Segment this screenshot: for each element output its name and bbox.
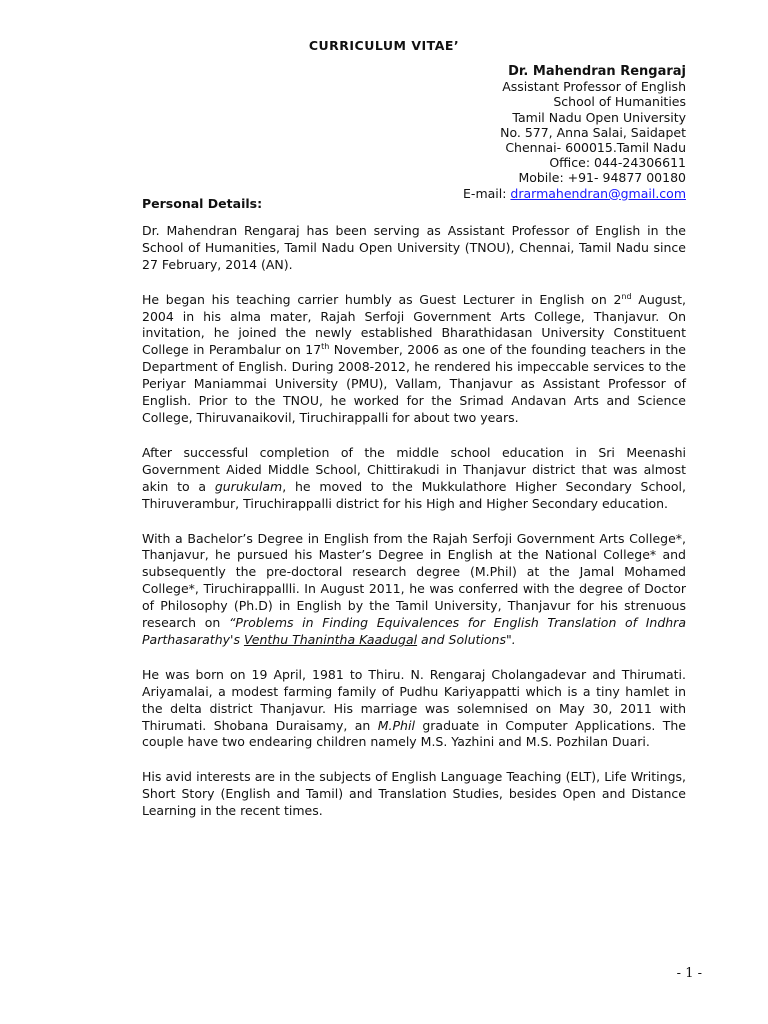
personal-text-b: graduate in Computer Applications. The couple have two endearing children namely M.S. Yazhini and M.S. Pozhilan Duari.	[142, 717, 686, 750]
personal-italic: M.Phil	[377, 717, 415, 733]
author-school: School of Humanities	[553, 94, 686, 110]
mobile-phone: Mobile: +91- 94877 00180	[518, 170, 686, 186]
cv-body	[142, 196, 686, 838]
schooling-text-a: After successful completion of the middle school education in Sri Meenashi Government Aided Middle School, Chittirakudi in Thanjavur district that was almost akin to a	[142, 444, 686, 494]
email-link[interactable]: drarmahendran@gmail.com	[510, 185, 686, 201]
paragraph-current-position: Dr. Mahendran Rengaraj has been serving as Assistant Professor of English in the School of Humanities, Tamil Nadu Open University (TNOU), Chennai, Tamil Nadu since 27 February, 2014 (AN).	[142, 222, 686, 272]
thesis-text-a: “Problems in Finding Equivalences for English Translation of Indhra Parthasarathy's	[142, 615, 686, 647]
thesis-text-b: and Solutions".	[417, 631, 516, 647]
thesis-book-title: Venthu Thanintha Kaadugal	[243, 631, 418, 647]
schooling-italic: gurukulam	[214, 478, 283, 494]
career-text-c: November, 2006 as one of the founding teachers in the Department of English. During 2008-2012, he rendered his impeccable services to the Periyar Maniammai University (PMU), Vallam, Thanjavur as Assistant Professor of English. Prior to the TNOU, he worked for the Srimad Andavan Arts and Science College, Thiruvanaikovil, Tiruchirappalli for about two years.	[142, 342, 687, 425]
career-text-a: He began his teaching carrier humbly as Guest Lecturer in English on 2	[142, 291, 622, 307]
paragraph-education	[142, 531, 686, 649]
section-heading: Personal Details:	[142, 196, 263, 211]
paragraph-interests: His avid interests are in the subjects of English Language Teaching (ELT), Life Writings, Short Story (English and Tamil) and Translation Studies, besides Open and Distance Learning in the recent times.	[142, 769, 686, 819]
office-phone: Office: 044-24306611	[549, 155, 686, 171]
email-label: E-mail:	[463, 185, 511, 201]
career-sup-a: nd	[621, 291, 632, 301]
author-designation: Assistant Professor of English	[502, 79, 686, 95]
paragraph-personal	[142, 667, 686, 752]
paragraph-career	[142, 292, 686, 427]
education-text-a: With a Bachelor’s Degree in English from the Rajah Serfoji Government Arts College*, Thanjavur, he pursued his Master’s Degree in English at the National College* and subsequently the pre-doctoral research degree (M.Phil) at the Jamal Mohamed College*, Tiruchirappallli. In August 2011, he was conferred with the degree of Doctor of Philosophy (Ph.D) in English by the Tamil University, Thanjavur for his strenuous research on	[142, 530, 686, 631]
address-city: Chennai- 600015.Tamil Nadu	[505, 140, 686, 156]
personal-text-a: He was born on 19 April, 1981 to Thiru. N. Rengaraj Cholangadevar and Thirumati. Ariyamalai, a modest farming family of Pudhu Kariyappatti which is a tiny hamlet in the delta district Thanjavur. His marriage was solemnised on May 30, 2011 with Thirumati. Shobana Duraisamy, an	[142, 666, 686, 733]
career-text-b: August, 2004 in his alma mater, Rajah Serfoji Government Arts College, Thanjavur. On invitation, he joined the newly established Bharathidasan University Constituent College in Perambalur on 17	[142, 291, 686, 358]
schooling-text-b: , he moved to the Mukkulathore Higher Secondary School, Thiruverambur, Tiruchirappalli district for his High and Higher Secondary education.	[142, 478, 686, 511]
document-title: CURRICULUM VITAE’	[308, 38, 460, 53]
address-block	[463, 64, 686, 201]
page-number: - 1 -	[676, 966, 702, 981]
author-name: Dr. Mahendran Rengaraj	[508, 64, 686, 79]
author-university: Tamil Nadu Open University	[512, 109, 686, 125]
address-street: No. 577, Anna Salai, Saidapet	[500, 124, 686, 140]
career-sup-b: th	[321, 342, 330, 352]
paragraph-schooling	[142, 445, 686, 513]
